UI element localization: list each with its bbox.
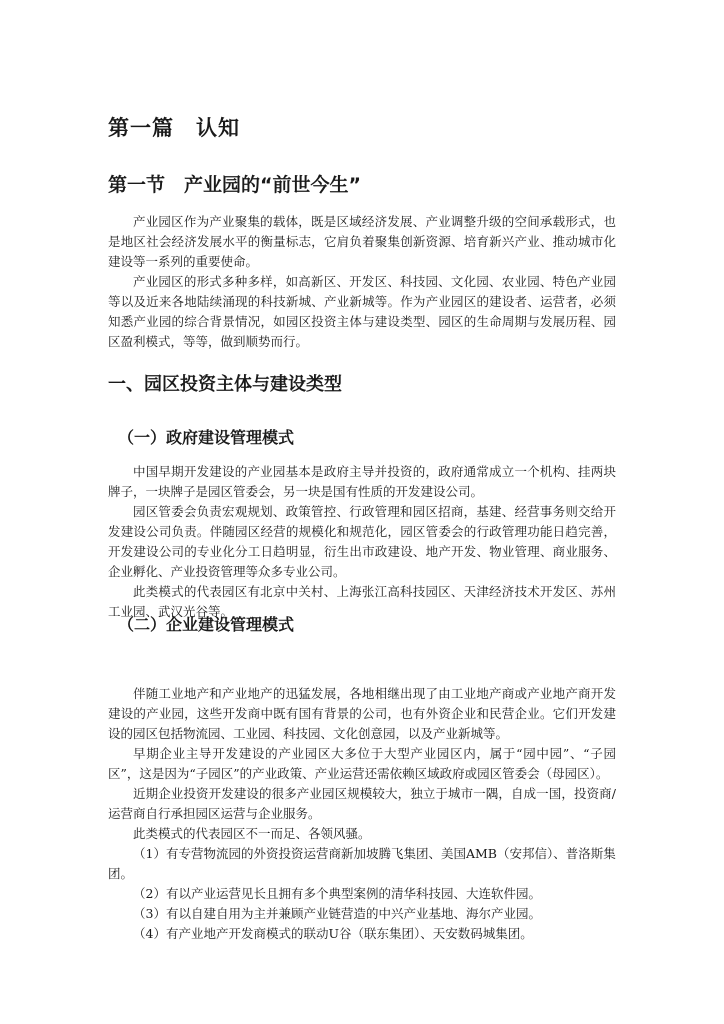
- section-title: 第一节 产业园的“前世今生”: [108, 174, 361, 196]
- gov-paragraph-3: 此类模式的代表园区有北京中关村、上海张江高科技园区、天津经济技术开发区、苏州工业园、武汉光谷等。: [108, 584, 616, 619]
- ent-model-heading: （二）企业建设管理模式: [118, 615, 295, 634]
- subsection-title: 一、园区投资主体与建设类型: [108, 374, 342, 395]
- ent-paragraph-1: 伴随工业地产和产业地产的迅猛发展，各地相继出现了由工业地产商或产业地产商开发建设的产业园，这些开发商中既有国有背景的公司，也有外资企业和民营企业。它们开发建设的园区包括物流园、工业园、科技园、文化创意园，以及产业新城等。: [108, 686, 616, 741]
- chapter-title: 第一篇 认知: [108, 116, 240, 140]
- ent-paragraph-3: 近期企业投资开发建设的很多产业园区规模较大，独立于城市一隅，自成一国，投资商/运营商自行承担园区运营与企业服务。: [108, 786, 616, 821]
- gov-paragraph-2: 园区管委会负责宏观规划、政策管控、行政管理和园区招商，基建、经营事务则交给开发建设公司负责。伴随园区经营的规模化和规范化，园区管委会的行政管理功能日趋完善，开发建设公司的专业化分工日趋明显，衍生出市政建设、地产开发、物业管理、商业服务、企业孵化、产业投资管理等众多专业公司。: [108, 504, 616, 579]
- ent-list-item-1: （1）有专营物流园的外资投资运营商新加坡腾飞集团、美国AMB（安邦信）、普洛斯集团。: [108, 846, 616, 881]
- ent-list-item-2: （2）有以产业运营见长且拥有多个典型案例的清华科技园、大连软件园。: [133, 886, 541, 901]
- intro-paragraph-2: 产业园区的形式多种多样，如高新区、开发区、科技园、文化园、农业园、特色产业园等以及近来各地陆续涌现的科技新城、产业新城等。作为产业园区的建设者、运营者，必须知悉产业园的综合背景情况，如园区投资主体与建设类型、园区的生命周期与发展历程、园区盈利模式，等等，做到顺势而行。: [108, 274, 616, 349]
- intro-paragraph-1: 产业园区作为产业聚集的载体，既是区域经济发展、产业调整升级的空间承载形式，也是地区社会经济发展水平的衡量标志，它肩负着聚集创新资源、培育新兴产业、推动城市化建设等一系列的重要使命。: [108, 214, 616, 269]
- gov-paragraph-1: 中国早期开发建设的产业园基本是政府主导并投资的，政府通常成立一个机构、挂两块牌子，一块牌子是园区管委会，另一块是国有性质的开发建设公司。: [108, 464, 616, 499]
- ent-list-item-4: （4）有产业地产开发商模式的联动U谷（联东集团）、天安数码城集团。: [133, 926, 533, 941]
- ent-list-item-3: （3）有以自建自用为主并兼顾产业链营造的中兴产业基地、海尔产业园。: [133, 906, 541, 921]
- gov-model-heading: （一）政府建设管理模式: [118, 428, 295, 447]
- ent-paragraph-2: 早期企业主导开发建设的产业园区大多位于大型产业园区内，属于“园中园”、“子园区”，这是因为“子园区”的产业政策、产业运营还需依赖区域政府或园区管委会（母园区）。: [108, 746, 616, 781]
- ent-paragraph-4: 此类模式的代表园区不一而足、各领风骚。: [133, 826, 371, 841]
